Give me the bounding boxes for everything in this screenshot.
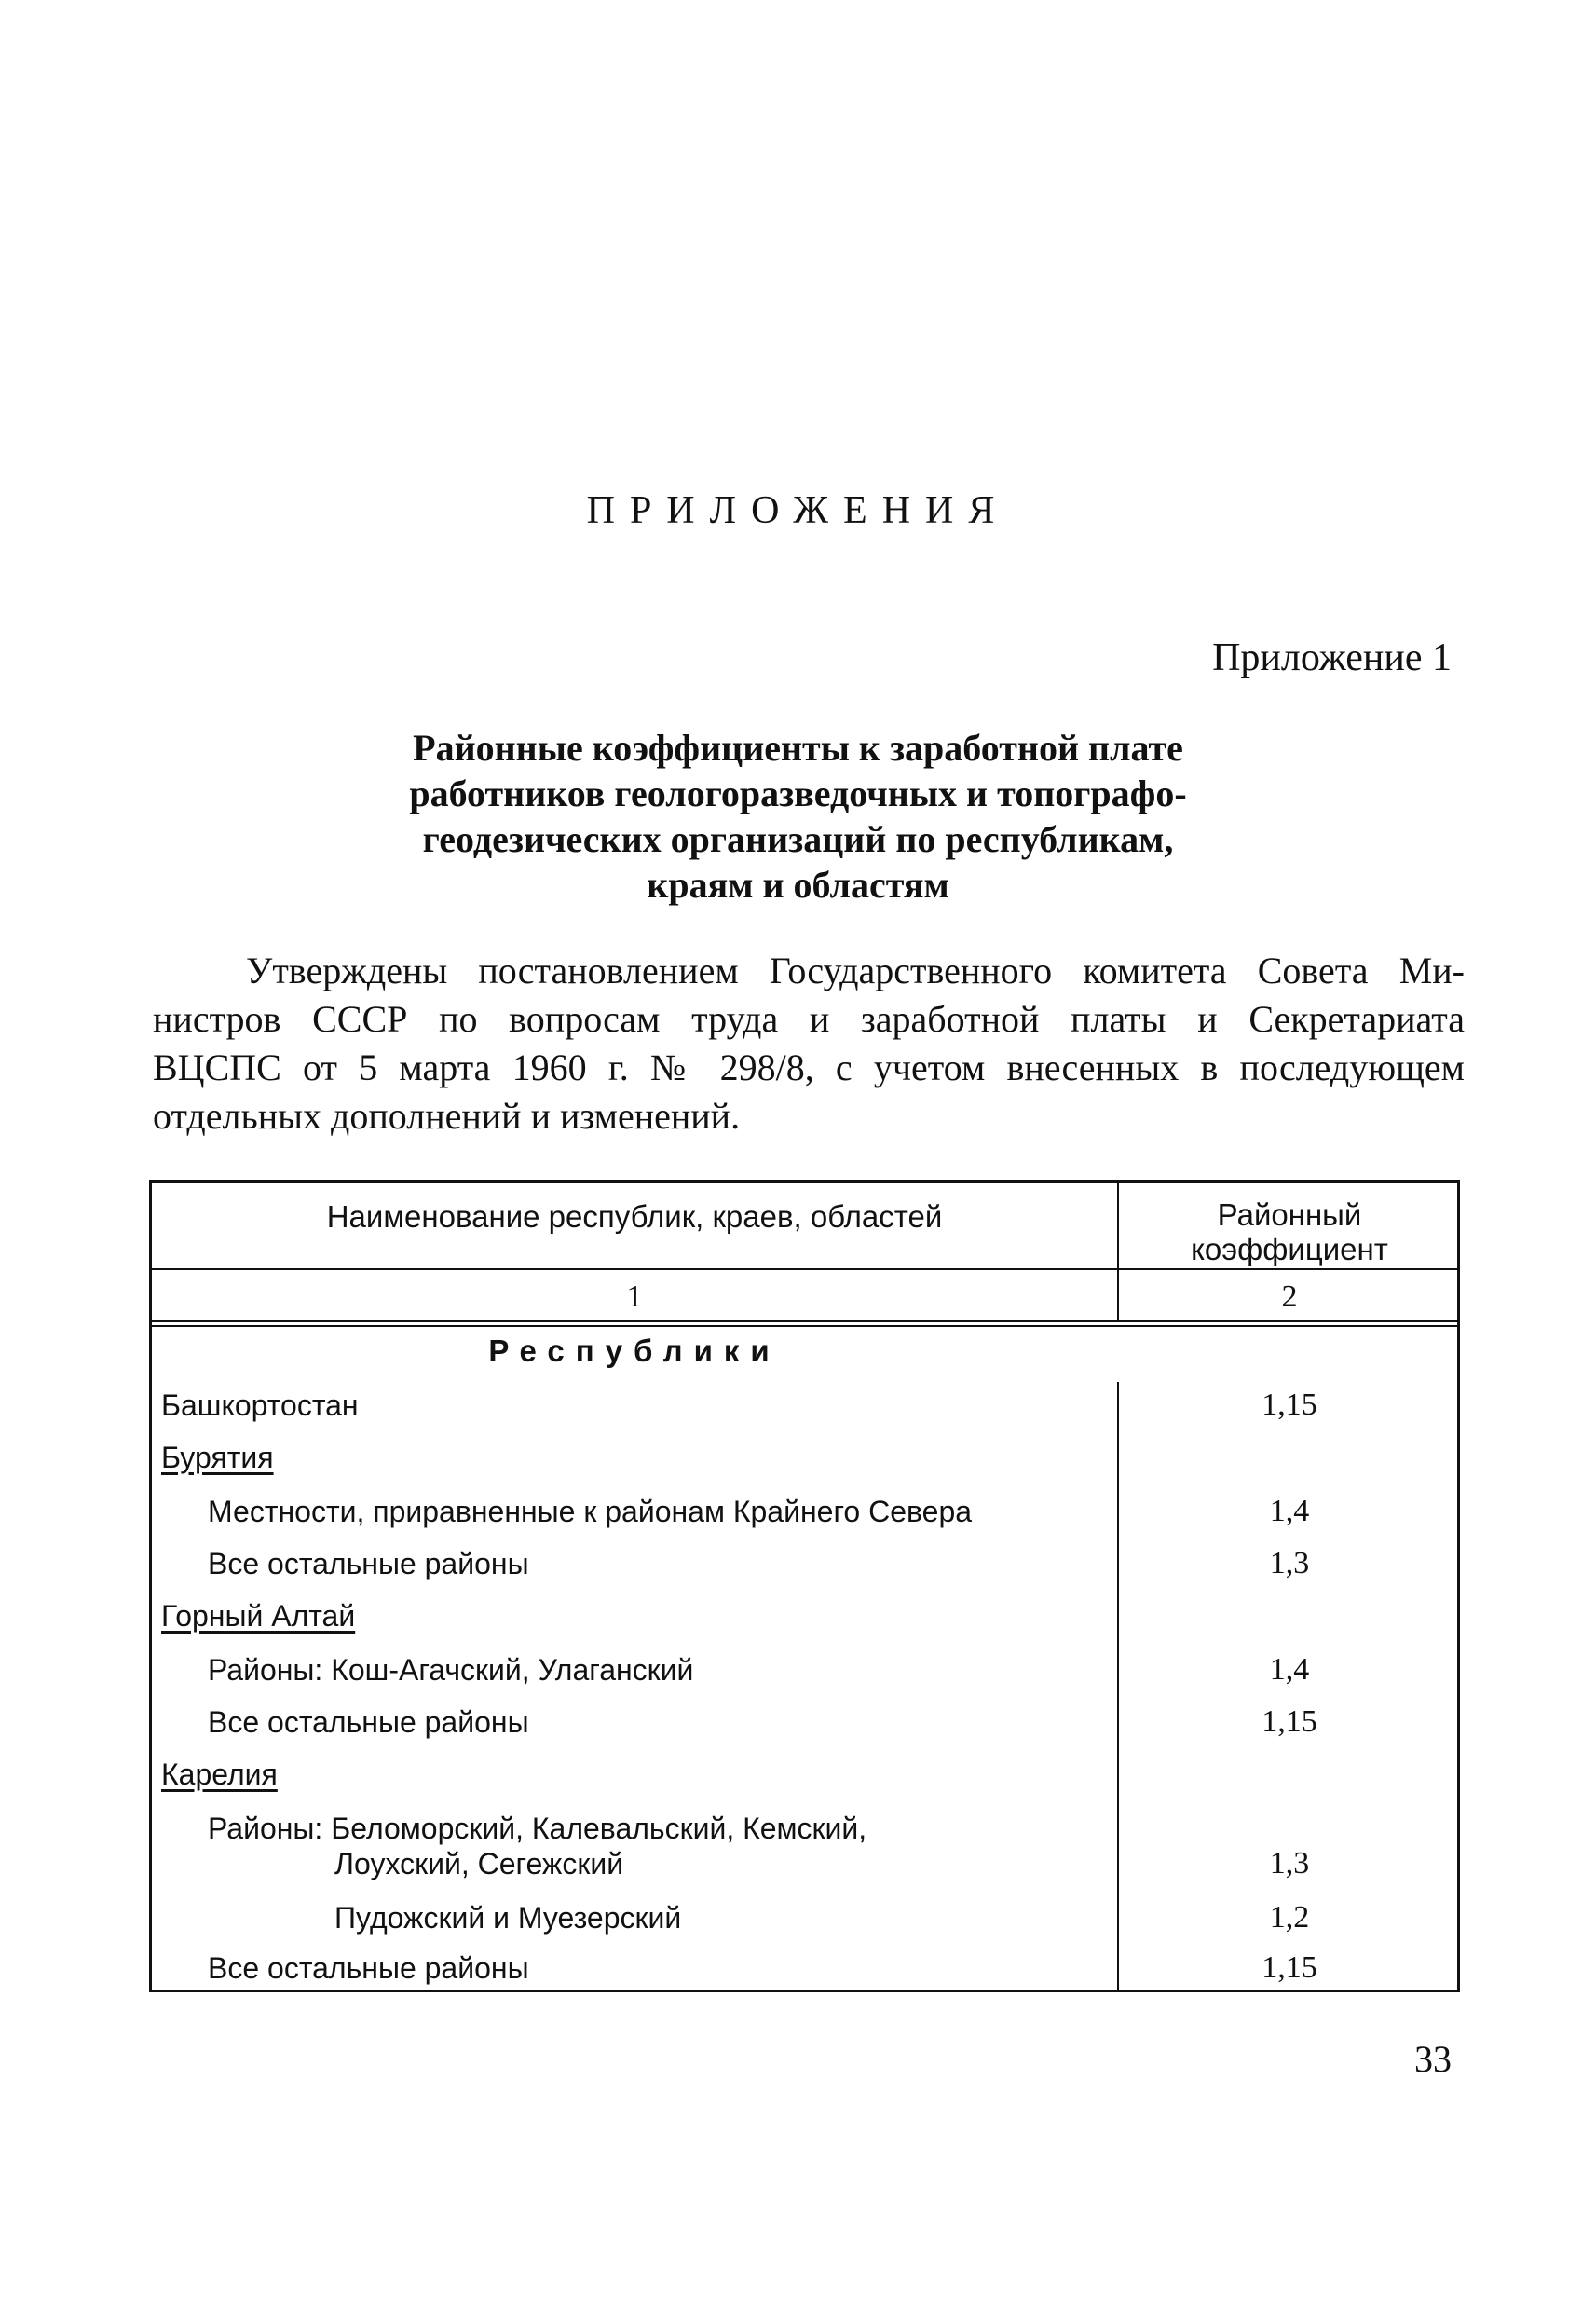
header-name: Наименование республик, краев, областей [326, 1199, 943, 1234]
appendix-label: Приложение 1 [1212, 636, 1452, 679]
approval-line: нистров СССР по вопросам труда и заработной платы и Секретариата [153, 998, 1465, 1040]
column-number-divider [152, 1325, 1457, 1327]
coefficient-table [149, 1180, 1460, 1992]
approval-paragraph [153, 947, 1465, 1141]
header-divider [152, 1268, 1457, 1270]
table-row-region: Горный Алтай [161, 1599, 356, 1633]
table-row-value: 1,15 [1262, 1950, 1317, 1985]
table-row-value: 1,15 [1262, 1388, 1317, 1422]
header-coefficient [1119, 1197, 1460, 1266]
table-row-region: Карелия [161, 1757, 278, 1791]
table-row-value: 1,3 [1269, 1546, 1310, 1580]
approval-line: отдельных дополнений и изменений. [153, 1095, 741, 1137]
document-title-line: Районные коэффициенты к заработной плате [413, 727, 1183, 769]
column-number-divider [152, 1320, 1457, 1322]
table-row-name: Все остальные районы [208, 1951, 529, 1985]
header-coefficient-line: коэффициент [1191, 1232, 1388, 1266]
document-title [0, 725, 1596, 908]
table-row-name: Все остальные районы [208, 1547, 529, 1580]
group-title: Республики [488, 1333, 781, 1368]
table-row-name: Районы: Кош-Агачский, Улаганский [208, 1653, 694, 1687]
table-row-region: Бурятия [161, 1441, 274, 1474]
table-row-name: Лоухский, Сегежский [334, 1847, 624, 1880]
table-row-name: Все остальные районы [208, 1705, 529, 1739]
table-row-value: 1,15 [1262, 1704, 1317, 1739]
table-row-name: Башкортостан [161, 1388, 359, 1422]
table-row-name: Районы: Беломорский, Калевальский, Кемский, [208, 1812, 867, 1845]
table-row-value: 1,3 [1269, 1846, 1310, 1880]
table-row-value: 1,2 [1269, 1900, 1310, 1935]
header-coefficient-line: Районный [1217, 1197, 1362, 1232]
page-number: 33 [1414, 2038, 1452, 2080]
table-row-name: Пудожский и Муезерский [334, 1901, 682, 1935]
column-number: 1 [626, 1279, 643, 1314]
section-title: ПРИЛОЖЕНИЯ [586, 489, 1010, 532]
table-row-value: 1,4 [1269, 1494, 1310, 1528]
document-title-line: краям и областям [647, 864, 949, 906]
approval-line: ВЦСПС от 5 марта 1960 г. № 298/8, с учетом внесенных в последующем [153, 1046, 1465, 1088]
document-title-line: геодезических организаций по республикам, [422, 818, 1174, 860]
table-row-value: 1,4 [1269, 1652, 1310, 1687]
column-number: 2 [1281, 1279, 1298, 1314]
document-title-line: работников геологоразведочных и топографо- [409, 773, 1187, 814]
approval-line: Утверждены постановлением Государственного комитета Совета Ми- [246, 950, 1465, 991]
table-row-name: Местности, приравненные к районам Крайнего Севера [208, 1495, 973, 1528]
